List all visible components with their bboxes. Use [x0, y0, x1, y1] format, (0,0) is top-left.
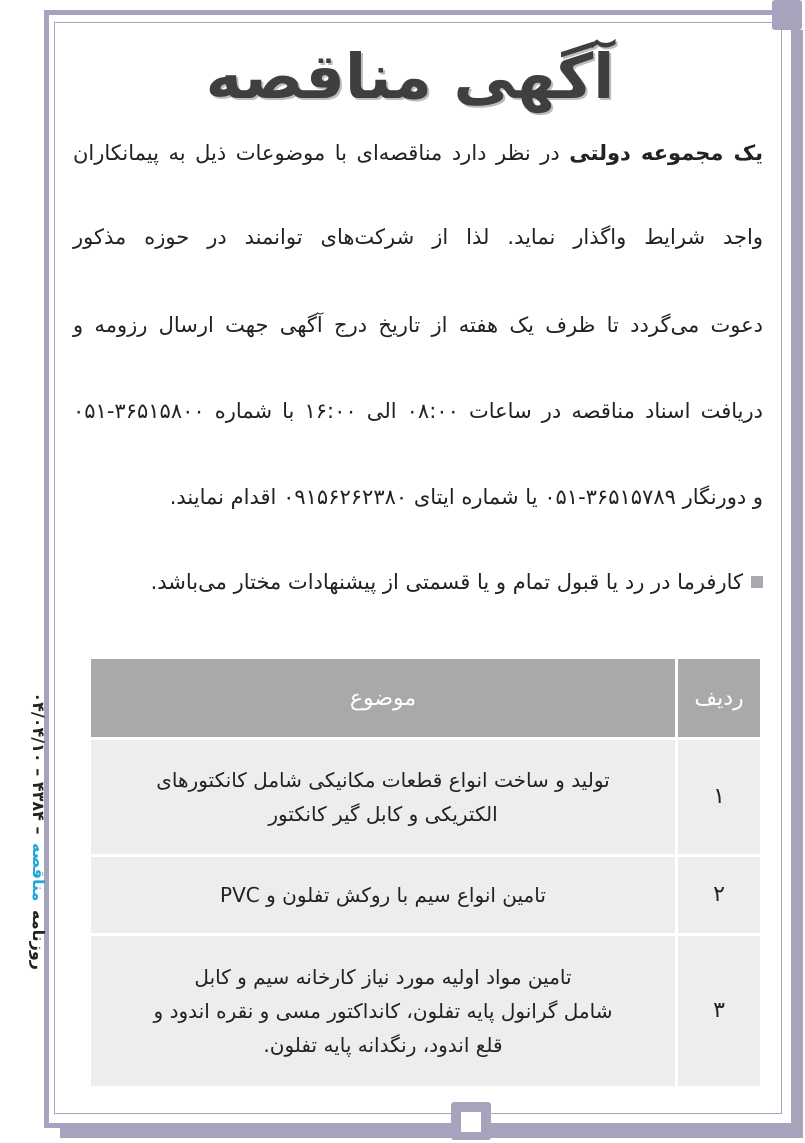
table-header-row: [91, 659, 760, 737]
row-subject: تولید و ساخت انواع قطعات مکانیکی شامل کانکتورهای الکتریکی و کابل گیر کانکتور: [91, 740, 675, 854]
paragraph-line-1: یک مجموعه دولتی در نظر دارد مناقصه‌ای با موضوعات ذیل به پیمانکاران: [73, 141, 763, 165]
row-subject: تامین مواد اولیه مورد نیاز کارخانه سیم و کابل شامل گرانول پایه تفلون، کانداکتور مسی و نقره اندود و قلع اندود، رنگدانه پایه تفلون.: [91, 936, 675, 1086]
header-subject: موضوع: [91, 659, 675, 737]
newspaper-side-label: [8, 680, 48, 970]
square-bullet-icon: [751, 576, 763, 588]
paragraph-line-4: دریافت اسناد مناقصه در ساعات ۰۸:۰۰ الی ۱۶:۰۰ با شماره ۳۶۵۱۵۸۰۰-۰۵۱: [73, 399, 763, 423]
table-row: [91, 857, 760, 933]
corner-decoration: [772, 0, 802, 30]
row-subject: تامین انواع سیم با روکش تفلون و PVC: [91, 857, 675, 933]
bottom-tab-decoration: [451, 1102, 491, 1140]
tender-table: [88, 656, 763, 1089]
header-row-number: ردیف: [678, 659, 760, 737]
side-prefix: روزنامه: [29, 910, 48, 970]
row-number: ۲: [678, 857, 760, 933]
row-number: ۱: [678, 740, 760, 854]
newspaper-logo: مناقصه: [29, 843, 48, 902]
paragraph-line-5: و دورنگار ۳۶۵۱۵۷۸۹-۰۵۱ یا شماره ایتای ۰۹۱۵۶۲۶۲۳۸۰ اقدام نمایند.: [169, 485, 763, 509]
employer-note: [73, 570, 763, 594]
note-text: کارفرما در رد یا قبول تمام و یا قسمتی از پیشنهادات مختار می‌باشد.: [150, 570, 743, 594]
paragraph-line-3: دعوت می‌گردد تا ظرف یک هفته از تاریخ درج آگهی جهت ارسال رزومه و: [73, 313, 763, 337]
row-number: ۳: [678, 936, 760, 1086]
company-name: یک مجموعه دولتی: [569, 141, 763, 165]
paragraph-line-2: واجد شرایط واگذار نماید. لذا از شرکت‌های توانمند در حوزه مذکور: [73, 225, 763, 249]
issue-info: – ۴۳۸۴ – ۰۴/۰۴/۱۰: [29, 692, 48, 835]
table-row: [91, 740, 760, 854]
table-row: [91, 936, 760, 1086]
ad-title: آگهی مناقصه: [205, 40, 615, 113]
